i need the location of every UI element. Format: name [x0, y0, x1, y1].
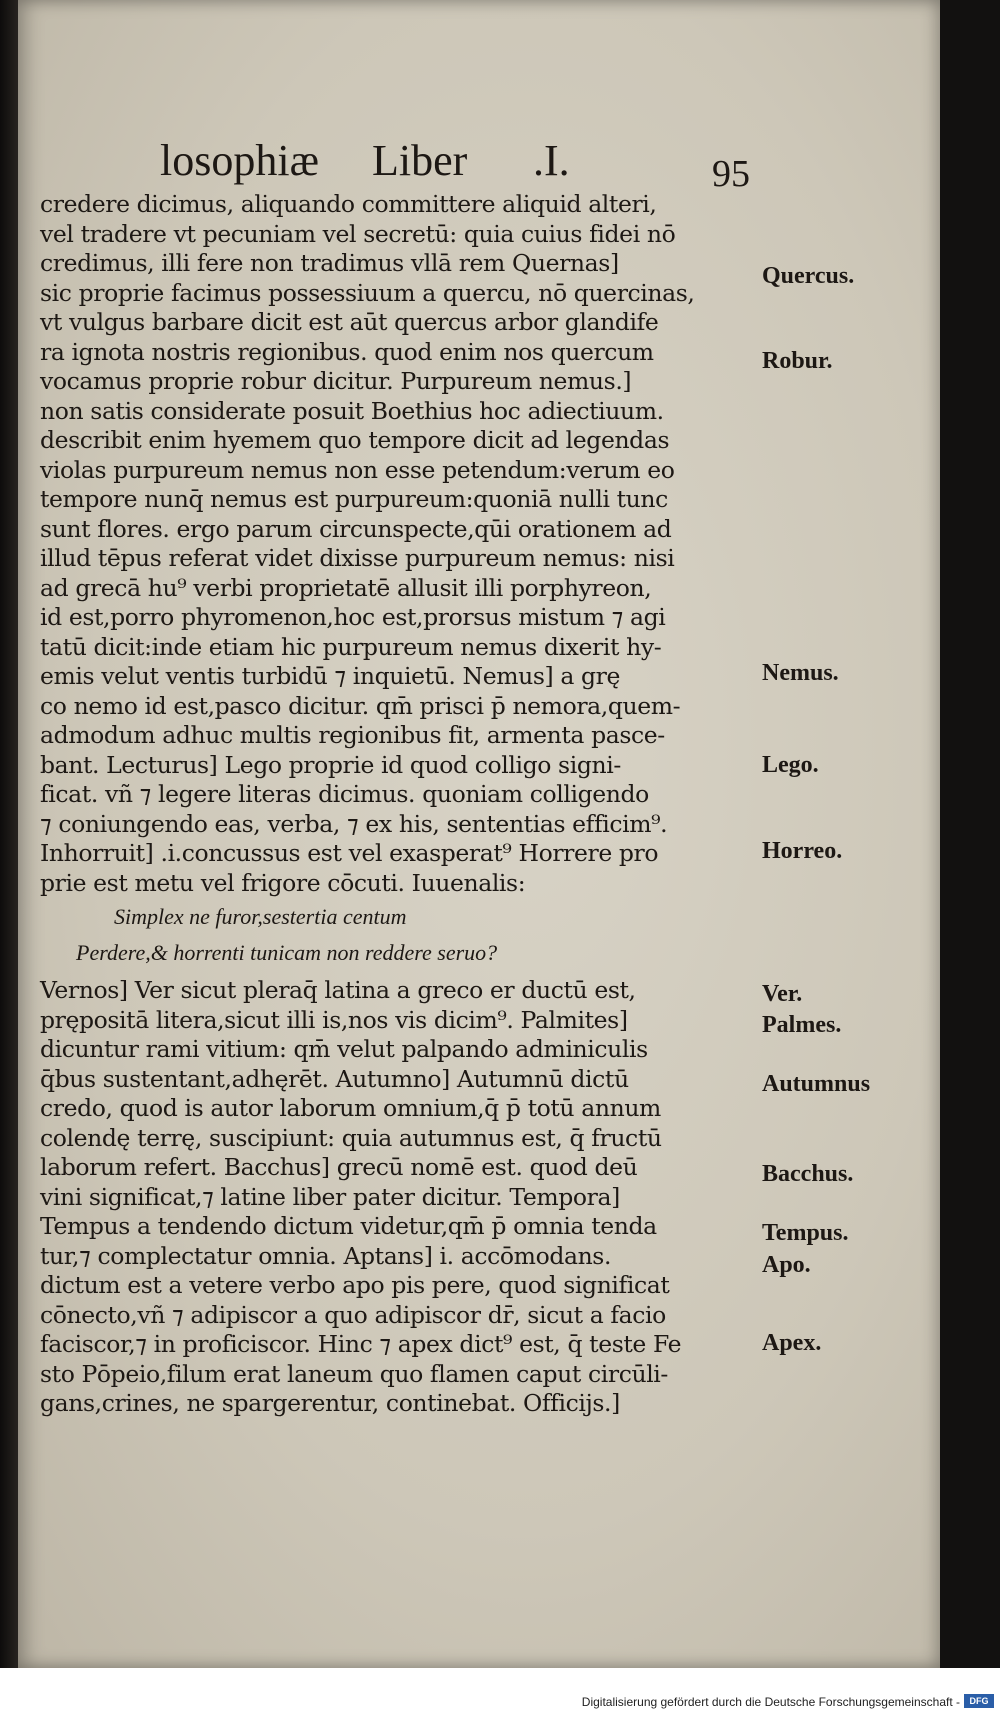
text-line: faciscor,⁊ in proficiscor. Hinc ⁊ apex dict⁹ est, q̄ teste Fe: [40, 1330, 682, 1358]
text-line: credo, quod is autor laborum omnium,q̄ p̄ totū annum: [40, 1094, 661, 1122]
margin-note-ver: Ver.: [762, 981, 803, 1007]
text-line: sunt flores. ergo parum circunspecte,qūi orationem ad: [40, 514, 672, 543]
margin-note-apo: Apo.: [762, 1252, 811, 1278]
text-line: sto Pōpeio,filum erat laneum quo flamen caput circūli-: [40, 1359, 668, 1388]
scan-left-edge: [0, 0, 20, 1717]
text-line: Vernos] Ver sicut pleraq̄ latina a greco er ductū est,: [40, 976, 636, 1004]
main-text-block: [40, 190, 780, 898]
text-line: vocamus proprie robur dicitur. Purpureum nemus.]: [40, 367, 632, 395]
text-line: id est,porro phyromenon,hoc est,prorsus mistum ⁊ agi: [40, 603, 666, 631]
running-header: [160, 135, 760, 195]
page-number: 95: [712, 153, 750, 195]
text-line: tatū dicit:inde etiam hic purpureum nemus dixerit hy-: [40, 632, 662, 661]
text-line: ad grecā hu⁹ verbi proprietatē allusit illi porphyreon,: [40, 573, 652, 602]
text-line: Inhorruit] .i.concussus est vel exasperat⁹ Horrere pro: [40, 839, 659, 867]
text-line: cōnecto,vñ ⁊ adipiscor a quo adipiscor dr̄, sicut a facio: [40, 1300, 666, 1329]
text-line: prępositā litera,sicut illi is,nos vis dicim⁹. Palmites]: [40, 1005, 628, 1034]
footer-strip: [0, 1668, 1000, 1717]
text-line: dictum est a vetere verbo apo pis pere, quod significat: [40, 1271, 670, 1299]
margin-note-palmes: Palmes.: [762, 1012, 842, 1038]
margin-note-quercus: Quercus.: [762, 263, 855, 289]
margin-note-bacchus: Bacchus.: [762, 1161, 854, 1187]
text-line: violas purpureum nemus non esse petendum:verum eo: [40, 455, 675, 484]
text-line: ⁊ coniungendo eas, verba, ⁊ ex his, sententias efficim⁹.: [40, 809, 668, 838]
scan-right-edge: [940, 0, 1000, 1668]
verse-quote-line-2: Perdere,& horrenti tunicam non reddere seruo?: [76, 940, 498, 965]
text-line: laborum refert. Bacchus] grecū nomē est. quod deū: [40, 1153, 638, 1181]
text-line: vini significat,⁊ latine liber pater dicitur. Tempora]: [40, 1182, 620, 1211]
text-line: dicuntur rami vitium: qm̄ velut palpando adminiculis: [40, 1035, 648, 1063]
verse-quote-line-1: Simplex ne furor,sestertia centum: [114, 904, 407, 929]
margin-note-apex: Apex.: [762, 1330, 822, 1356]
text-line: ficat. vñ ⁊ legere literas dicimus. quoniam colligendo: [40, 780, 649, 808]
text-line: credere dicimus, aliquando committere aliquid alteri,: [40, 190, 657, 218]
text-line: bant. Lecturus] Lego proprie id quod colligo signi-: [40, 750, 621, 779]
margin-note-horreo: Horreo.: [762, 838, 843, 864]
text-line: emis velut ventis turbidū ⁊ inquietū. Nemus] a grę: [40, 662, 620, 690]
text-line: vt vulgus barbare dicit est aūt quercus arbor glandife: [40, 308, 659, 336]
margin-note-robur: Robur.: [762, 348, 833, 374]
header-word-1: losophiæ: [160, 136, 319, 185]
text-line: ra ignota nostris regionibus. quod enim nos quercum: [40, 337, 654, 366]
dfg-logo: DFG: [964, 1694, 994, 1708]
margin-note-tempus: Tempus.: [762, 1220, 849, 1246]
text-line: describit enim hyemem quo tempore dicit ad legendas: [40, 426, 670, 454]
margin-note-nemus: Nemus.: [762, 660, 839, 686]
text-line: q̄bus sustentant,adhęrēt. Autumno] Autumnū dictū: [40, 1064, 629, 1093]
text-line: gans,crines, ne spargerentur, continebat. Officijs.]: [40, 1389, 620, 1417]
margin-note-autumnus: Autumnus: [762, 1071, 871, 1097]
text-line: vel tradere vt pecuniam vel secretū: quia cuius fidei nō: [40, 219, 676, 248]
text-line: tur,⁊ complectatur omnia. Aptans] i. accōmodans.: [40, 1241, 612, 1270]
main-text-block-continued: [40, 976, 780, 1419]
text-line: Tempus a tendendo dictum videtur,qm̄ p̄ omnia tenda: [40, 1212, 657, 1240]
margin-note-lego: Lego.: [762, 752, 819, 778]
header-word-3: .I.: [533, 136, 570, 185]
text-line: tempore nunq̄ nemus est purpureum:quoniā nulli tunc: [40, 485, 668, 513]
text-line: co nemo id est,pasco dicitur. qm̄ prisci p̄ nemora,quem-: [40, 691, 681, 720]
text-line: illud tēpus referat videt dixisse purpureum nemus: nisi: [40, 544, 675, 572]
text-line: prie est metu vel frigore cōcuti. Iuuenalis:: [40, 868, 526, 897]
text-line: credimus, illi fere non tradimus vllā rem Quernas]: [40, 249, 619, 277]
text-line: admodum adhuc multis regionibus fit, armenta pasce-: [40, 721, 665, 749]
header-word-2: Liber: [372, 136, 468, 185]
funding-credit: Digitalisierung gefördert durch die Deutsche Forschungsgemeinschaft -: [581, 1695, 960, 1709]
text-line: sic proprie facimus possessiuum a quercu, nō quercinas,: [40, 278, 695, 307]
text-line: colendę terrę, suscipiunt: quia autumnus est, q̄ fructū: [40, 1123, 662, 1152]
text-line: non satis considerate posuit Boethius hoc adiectiuum.: [40, 396, 664, 425]
